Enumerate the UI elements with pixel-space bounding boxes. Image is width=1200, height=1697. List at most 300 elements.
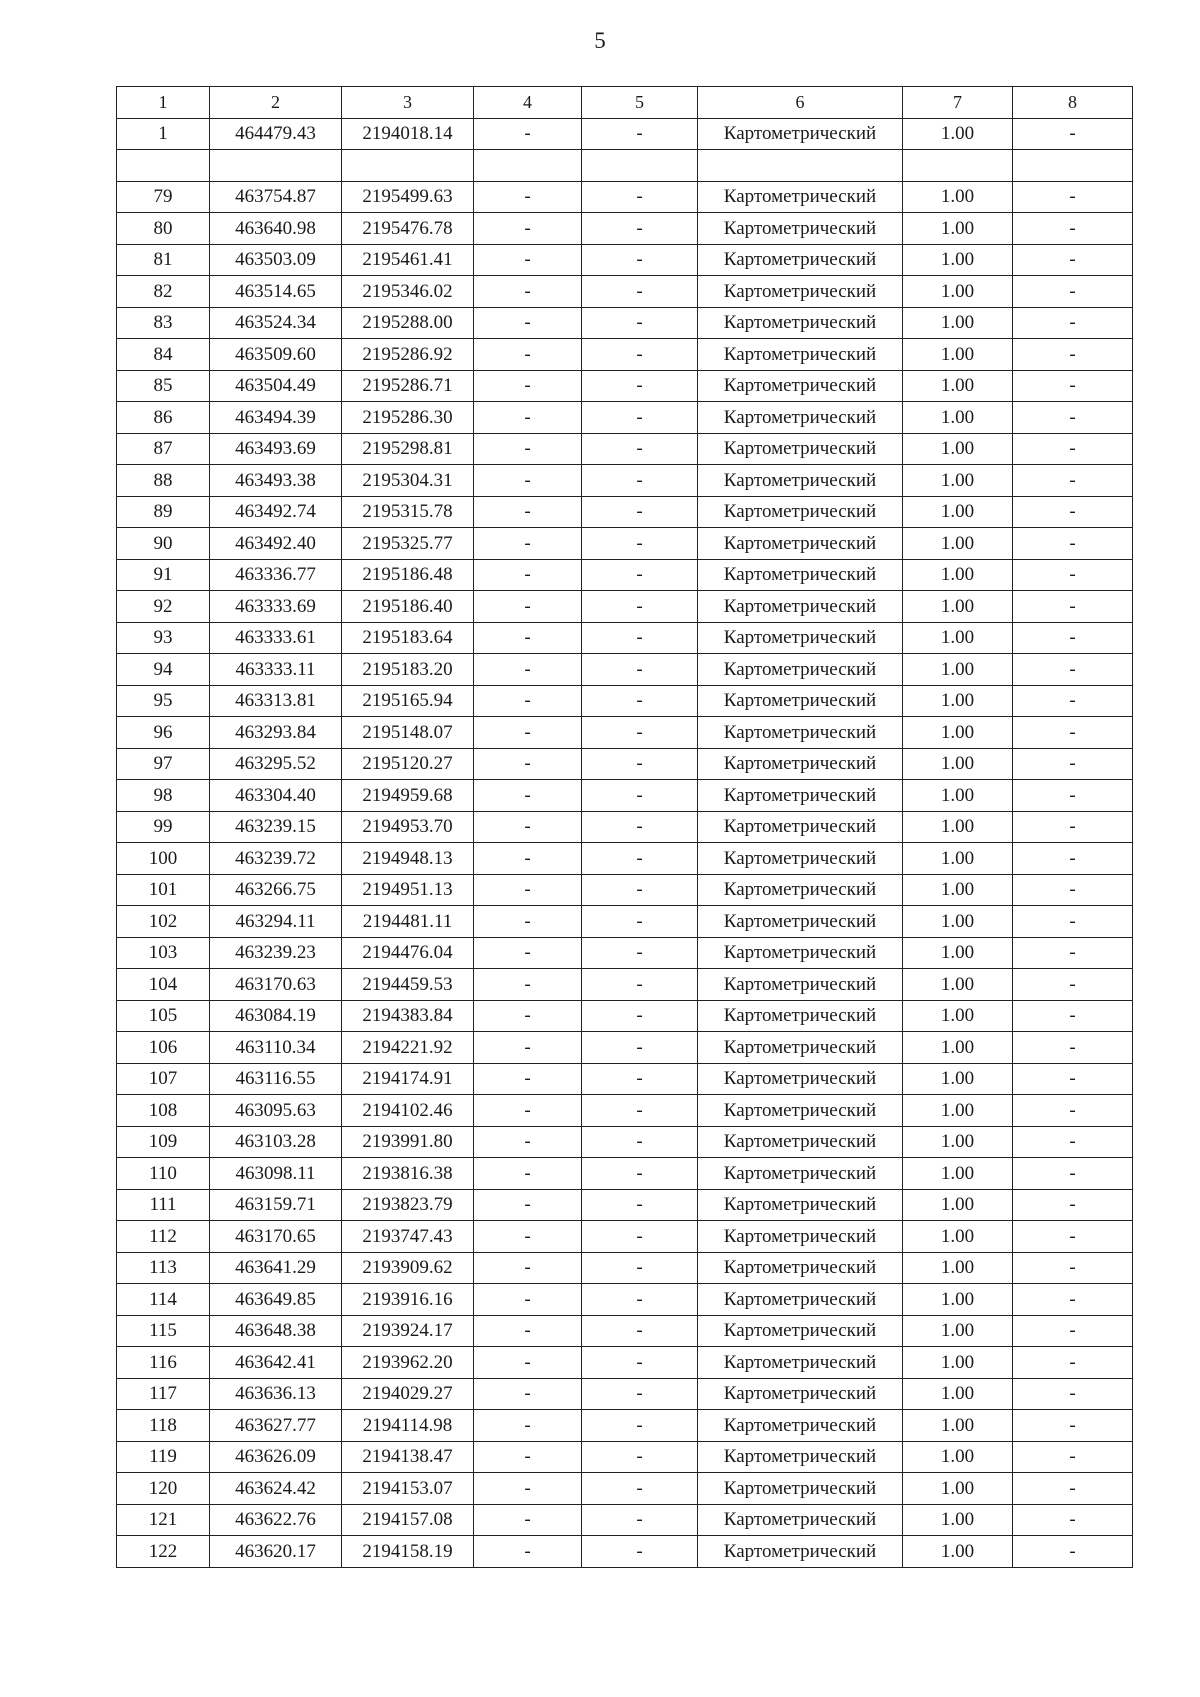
col-5-cell: - (582, 1032, 698, 1064)
coord-x-cell: 463641.29 (210, 1252, 342, 1284)
coord-y-cell: 2194459.53 (342, 969, 474, 1001)
accuracy-cell: 1.00 (903, 213, 1013, 245)
col-8-cell (1013, 150, 1133, 182)
table-row (117, 1536, 1133, 1568)
col-5-cell: - (582, 339, 698, 371)
point-number-cell: 87 (117, 433, 210, 465)
coord-y-cell: 2194153.07 (342, 1473, 474, 1505)
coord-y-cell: 2193909.62 (342, 1252, 474, 1284)
method-cell (698, 150, 903, 182)
point-number-cell: 111 (117, 1189, 210, 1221)
coord-x-cell: 463524.34 (210, 307, 342, 339)
col-8-cell: - (1013, 1252, 1133, 1284)
accuracy-cell: 1.00 (903, 244, 1013, 276)
table-row (117, 465, 1133, 497)
method-cell: Картометрический (698, 1032, 903, 1064)
method-cell: Картометрический (698, 591, 903, 623)
column-number-header: 4 (474, 87, 582, 119)
col-8-cell: - (1013, 906, 1133, 938)
coordinates-table (116, 86, 1133, 1568)
col-5-cell: - (582, 1347, 698, 1379)
coord-x-cell: 463333.69 (210, 591, 342, 623)
method-cell: Картометрический (698, 1441, 903, 1473)
accuracy-cell: 1.00 (903, 1095, 1013, 1127)
coord-x-cell: 463098.11 (210, 1158, 342, 1190)
col-4-cell: - (474, 528, 582, 560)
col-8-cell: - (1013, 307, 1133, 339)
col-4-cell: - (474, 559, 582, 591)
coord-y-cell: 2194221.92 (342, 1032, 474, 1064)
point-number-cell: 110 (117, 1158, 210, 1190)
coord-y-cell: 2194953.70 (342, 811, 474, 843)
method-cell: Картометрический (698, 1378, 903, 1410)
col-4-cell: - (474, 433, 582, 465)
method-cell: Картометрический (698, 937, 903, 969)
col-8-cell: - (1013, 654, 1133, 686)
col-5-cell: - (582, 496, 698, 528)
col-4-cell: - (474, 213, 582, 245)
table-row (117, 685, 1133, 717)
col-4-cell: - (474, 780, 582, 812)
column-number-header: 1 (117, 87, 210, 119)
coord-x-cell: 463304.40 (210, 780, 342, 812)
coord-y-cell: 2194114.98 (342, 1410, 474, 1442)
accuracy-cell: 1.00 (903, 780, 1013, 812)
point-number-cell: 109 (117, 1126, 210, 1158)
coord-x-cell: 463266.75 (210, 874, 342, 906)
table-row (117, 244, 1133, 276)
col-4-cell: - (474, 244, 582, 276)
col-4-cell: - (474, 685, 582, 717)
page-number: 5 (594, 28, 606, 53)
accuracy-cell: 1.00 (903, 559, 1013, 591)
coord-x-cell: 463095.63 (210, 1095, 342, 1127)
col-4-cell: - (474, 339, 582, 371)
coord-y-cell: 2193747.43 (342, 1221, 474, 1253)
point-number-cell: 106 (117, 1032, 210, 1064)
point-number-cell: 108 (117, 1095, 210, 1127)
coord-x-cell: 463103.28 (210, 1126, 342, 1158)
table-row (117, 1032, 1133, 1064)
coord-x-cell: 463640.98 (210, 213, 342, 245)
col-8-cell: - (1013, 559, 1133, 591)
accuracy-cell: 1.00 (903, 874, 1013, 906)
point-number-cell: 102 (117, 906, 210, 938)
col-4-cell: - (474, 1504, 582, 1536)
point-number-cell: 116 (117, 1347, 210, 1379)
table-row (117, 1473, 1133, 1505)
point-number-cell: 86 (117, 402, 210, 434)
coord-y-cell: 2193924.17 (342, 1315, 474, 1347)
table-row (117, 559, 1133, 591)
col-4-cell: - (474, 1347, 582, 1379)
col-8-cell: - (1013, 1504, 1133, 1536)
table-row (117, 118, 1133, 150)
col-5-cell: - (582, 1410, 698, 1442)
col-5-cell: - (582, 307, 698, 339)
accuracy-cell: 1.00 (903, 1000, 1013, 1032)
accuracy-cell: 1.00 (903, 1441, 1013, 1473)
col-4-cell: - (474, 622, 582, 654)
method-cell: Картометрический (698, 622, 903, 654)
coord-x-cell: 463492.40 (210, 528, 342, 560)
method-cell: Картометрический (698, 1473, 903, 1505)
col-5-cell: - (582, 1252, 698, 1284)
method-cell: Картометрический (698, 843, 903, 875)
accuracy-cell: 1.00 (903, 717, 1013, 749)
method-cell: Картометрический (698, 1536, 903, 1568)
accuracy-cell: 1.00 (903, 1347, 1013, 1379)
col-8-cell: - (1013, 213, 1133, 245)
method-cell: Картометрический (698, 685, 903, 717)
col-8-cell: - (1013, 843, 1133, 875)
col-5-cell: - (582, 118, 698, 150)
coord-y-cell: 2195346.02 (342, 276, 474, 308)
accuracy-cell: 1.00 (903, 276, 1013, 308)
point-number-cell: 122 (117, 1536, 210, 1568)
col-4-cell: - (474, 1189, 582, 1221)
col-5-cell: - (582, 402, 698, 434)
method-cell: Картометрический (698, 465, 903, 497)
coord-x-cell: 463494.39 (210, 402, 342, 434)
accuracy-cell (903, 150, 1013, 182)
coord-y-cell: 2195286.30 (342, 402, 474, 434)
method-cell: Картометрический (698, 1284, 903, 1316)
col-8-cell: - (1013, 874, 1133, 906)
method-cell: Картометрический (698, 874, 903, 906)
point-number-cell: 92 (117, 591, 210, 623)
coord-x-cell: 463627.77 (210, 1410, 342, 1442)
accuracy-cell: 1.00 (903, 906, 1013, 938)
col-8-cell: - (1013, 1284, 1133, 1316)
col-4-cell: - (474, 1032, 582, 1064)
coord-y-cell: 2193916.16 (342, 1284, 474, 1316)
point-number-cell: 103 (117, 937, 210, 969)
col-5-cell: - (582, 1126, 698, 1158)
accuracy-cell: 1.00 (903, 465, 1013, 497)
col-5-cell (582, 150, 698, 182)
coord-x-cell: 463636.13 (210, 1378, 342, 1410)
col-8-cell: - (1013, 969, 1133, 1001)
coord-x-cell: 463514.65 (210, 276, 342, 308)
accuracy-cell: 1.00 (903, 1221, 1013, 1253)
col-4-cell: - (474, 118, 582, 150)
col-5-cell: - (582, 1284, 698, 1316)
accuracy-cell: 1.00 (903, 433, 1013, 465)
col-5-cell: - (582, 1063, 698, 1095)
coord-x-cell: 463642.41 (210, 1347, 342, 1379)
col-8-cell: - (1013, 528, 1133, 560)
col-8-cell: - (1013, 118, 1133, 150)
method-cell: Картометрический (698, 1000, 903, 1032)
accuracy-cell: 1.00 (903, 528, 1013, 560)
coord-y-cell: 2195461.41 (342, 244, 474, 276)
col-8-cell: - (1013, 276, 1133, 308)
accuracy-cell: 1.00 (903, 654, 1013, 686)
column-number-header: 7 (903, 87, 1013, 119)
table-row (117, 717, 1133, 749)
method-cell: Картометрический (698, 213, 903, 245)
col-8-cell: - (1013, 1410, 1133, 1442)
col-5-cell: - (582, 1158, 698, 1190)
table-row (117, 276, 1133, 308)
coord-x-cell: 463622.76 (210, 1504, 342, 1536)
col-4-cell: - (474, 1410, 582, 1442)
point-number-cell: 121 (117, 1504, 210, 1536)
point-number-cell: 105 (117, 1000, 210, 1032)
coord-y-cell: 2195183.64 (342, 622, 474, 654)
col-5-cell: - (582, 906, 698, 938)
accuracy-cell: 1.00 (903, 748, 1013, 780)
table-row (117, 1378, 1133, 1410)
table-row (117, 150, 1133, 182)
table-row (117, 1221, 1133, 1253)
accuracy-cell: 1.00 (903, 1315, 1013, 1347)
table-row (117, 339, 1133, 371)
coord-y-cell: 2193962.20 (342, 1347, 474, 1379)
method-cell: Картометрический (698, 276, 903, 308)
table-row (117, 1126, 1133, 1158)
table-header-row (117, 87, 1133, 119)
coord-y-cell: 2195304.31 (342, 465, 474, 497)
point-number-cell: 120 (117, 1473, 210, 1505)
point-number-cell: 95 (117, 685, 210, 717)
col-5-cell: - (582, 1536, 698, 1568)
table-row (117, 969, 1133, 1001)
col-8-cell: - (1013, 1000, 1133, 1032)
col-8-cell: - (1013, 748, 1133, 780)
col-8-cell: - (1013, 811, 1133, 843)
point-number-cell: 104 (117, 969, 210, 1001)
table-row (117, 1158, 1133, 1190)
coord-y-cell: 2194948.13 (342, 843, 474, 875)
col-8-cell: - (1013, 1378, 1133, 1410)
col-4-cell: - (474, 843, 582, 875)
col-8-cell: - (1013, 402, 1133, 434)
point-number-cell: 90 (117, 528, 210, 560)
col-5-cell: - (582, 874, 698, 906)
point-number-cell: 79 (117, 181, 210, 213)
accuracy-cell: 1.00 (903, 843, 1013, 875)
coord-x-cell: 464479.43 (210, 118, 342, 150)
col-4-cell: - (474, 1284, 582, 1316)
coord-x-cell (210, 150, 342, 182)
method-cell: Картометрический (698, 1126, 903, 1158)
coord-x-cell: 463159.71 (210, 1189, 342, 1221)
coord-x-cell: 463116.55 (210, 1063, 342, 1095)
accuracy-cell: 1.00 (903, 181, 1013, 213)
coord-x-cell: 463110.34 (210, 1032, 342, 1064)
point-number-cell: 1 (117, 118, 210, 150)
col-5-cell: - (582, 244, 698, 276)
accuracy-cell: 1.00 (903, 402, 1013, 434)
coord-y-cell: 2194476.04 (342, 937, 474, 969)
coord-y-cell: 2194157.08 (342, 1504, 474, 1536)
col-8-cell: - (1013, 622, 1133, 654)
coord-y-cell: 2194158.19 (342, 1536, 474, 1568)
coord-x-cell: 463313.81 (210, 685, 342, 717)
coord-x-cell: 463295.52 (210, 748, 342, 780)
accuracy-cell: 1.00 (903, 811, 1013, 843)
col-5-cell: - (582, 528, 698, 560)
col-5-cell: - (582, 937, 698, 969)
coord-x-cell: 463084.19 (210, 1000, 342, 1032)
point-number-cell (117, 150, 210, 182)
col-5-cell: - (582, 969, 698, 1001)
point-number-cell: 83 (117, 307, 210, 339)
point-number-cell: 119 (117, 1441, 210, 1473)
coord-x-cell: 463626.09 (210, 1441, 342, 1473)
accuracy-cell: 1.00 (903, 1126, 1013, 1158)
coord-x-cell: 463336.77 (210, 559, 342, 591)
table-row (117, 1441, 1133, 1473)
accuracy-cell: 1.00 (903, 1032, 1013, 1064)
method-cell: Картометрический (698, 811, 903, 843)
point-number-cell: 88 (117, 465, 210, 497)
method-cell: Картометрический (698, 528, 903, 560)
point-number-cell: 113 (117, 1252, 210, 1284)
col-8-cell: - (1013, 1095, 1133, 1127)
point-number-cell: 114 (117, 1284, 210, 1316)
point-number-cell: 82 (117, 276, 210, 308)
column-number-header: 2 (210, 87, 342, 119)
method-cell: Картометрический (698, 370, 903, 402)
method-cell: Картометрический (698, 969, 903, 1001)
coord-x-cell: 463503.09 (210, 244, 342, 276)
table-row (117, 780, 1133, 812)
coord-y-cell: 2195286.71 (342, 370, 474, 402)
col-4-cell: - (474, 906, 582, 938)
table-row (117, 496, 1133, 528)
point-number-cell: 117 (117, 1378, 210, 1410)
col-4-cell: - (474, 1158, 582, 1190)
coord-x-cell: 463170.63 (210, 969, 342, 1001)
point-number-cell: 112 (117, 1221, 210, 1253)
accuracy-cell: 1.00 (903, 1473, 1013, 1505)
accuracy-cell: 1.00 (903, 1252, 1013, 1284)
col-5-cell: - (582, 181, 698, 213)
col-4-cell: - (474, 717, 582, 749)
accuracy-cell: 1.00 (903, 118, 1013, 150)
point-number-cell: 98 (117, 780, 210, 812)
coord-y-cell: 2195286.92 (342, 339, 474, 371)
col-5-cell: - (582, 1473, 698, 1505)
col-5-cell: - (582, 1095, 698, 1127)
col-5-cell: - (582, 622, 698, 654)
accuracy-cell: 1.00 (903, 1284, 1013, 1316)
col-4-cell: - (474, 307, 582, 339)
table-row (117, 1000, 1133, 1032)
accuracy-cell: 1.00 (903, 1378, 1013, 1410)
col-8-cell: - (1013, 181, 1133, 213)
accuracy-cell: 1.00 (903, 370, 1013, 402)
col-5-cell: - (582, 1378, 698, 1410)
coord-y-cell: 2194174.91 (342, 1063, 474, 1095)
col-4-cell: - (474, 811, 582, 843)
coord-x-cell: 463493.38 (210, 465, 342, 497)
col-5-cell: - (582, 370, 698, 402)
point-number-cell: 84 (117, 339, 210, 371)
coord-y-cell: 2195186.48 (342, 559, 474, 591)
accuracy-cell: 1.00 (903, 1536, 1013, 1568)
point-number-cell: 94 (117, 654, 210, 686)
method-cell: Картометрический (698, 654, 903, 686)
coord-y-cell: 2194018.14 (342, 118, 474, 150)
method-cell: Картометрический (698, 1252, 903, 1284)
col-5-cell: - (582, 811, 698, 843)
method-cell: Картометрический (698, 496, 903, 528)
col-5-cell: - (582, 1000, 698, 1032)
method-cell: Картометрический (698, 181, 903, 213)
method-cell: Картометрический (698, 244, 903, 276)
accuracy-cell: 1.00 (903, 339, 1013, 371)
accuracy-cell: 1.00 (903, 1504, 1013, 1536)
table-row (117, 213, 1133, 245)
coord-x-cell: 463649.85 (210, 1284, 342, 1316)
col-4-cell: - (474, 276, 582, 308)
table-row (117, 433, 1133, 465)
point-number-cell: 100 (117, 843, 210, 875)
col-4-cell: - (474, 1441, 582, 1473)
col-5-cell: - (582, 276, 698, 308)
col-8-cell: - (1013, 591, 1133, 623)
coord-x-cell: 463239.23 (210, 937, 342, 969)
coord-y-cell: 2195325.77 (342, 528, 474, 560)
col-8-cell: - (1013, 685, 1133, 717)
table-row (117, 1284, 1133, 1316)
point-number-cell: 85 (117, 370, 210, 402)
coord-y-cell: 2195165.94 (342, 685, 474, 717)
col-8-cell: - (1013, 1347, 1133, 1379)
coord-x-cell: 463293.84 (210, 717, 342, 749)
point-number-cell: 80 (117, 213, 210, 245)
coord-x-cell: 463493.69 (210, 433, 342, 465)
col-4-cell: - (474, 969, 582, 1001)
col-5-cell: - (582, 1504, 698, 1536)
coord-y-cell: 2195499.63 (342, 181, 474, 213)
coord-y-cell: 2195315.78 (342, 496, 474, 528)
method-cell: Картометрический (698, 307, 903, 339)
col-4-cell: - (474, 654, 582, 686)
col-8-cell: - (1013, 1441, 1133, 1473)
method-cell: Картометрический (698, 1221, 903, 1253)
col-4-cell: - (474, 1221, 582, 1253)
point-number-cell: 89 (117, 496, 210, 528)
coord-x-cell: 463620.17 (210, 1536, 342, 1568)
col-4-cell: - (474, 748, 582, 780)
method-cell: Картометрический (698, 1189, 903, 1221)
column-number-header: 8 (1013, 87, 1133, 119)
coord-y-cell (342, 150, 474, 182)
col-4-cell: - (474, 496, 582, 528)
coord-y-cell: 2195148.07 (342, 717, 474, 749)
point-number-cell: 96 (117, 717, 210, 749)
table-row (117, 1063, 1133, 1095)
col-5-cell: - (582, 654, 698, 686)
col-4-cell: - (474, 591, 582, 623)
column-number-header: 5 (582, 87, 698, 119)
accuracy-cell: 1.00 (903, 496, 1013, 528)
coord-x-cell: 463754.87 (210, 181, 342, 213)
table-row (117, 307, 1133, 339)
coord-y-cell: 2194959.68 (342, 780, 474, 812)
method-cell: Картометрический (698, 559, 903, 591)
coord-y-cell: 2193991.80 (342, 1126, 474, 1158)
col-8-cell: - (1013, 1189, 1133, 1221)
col-5-cell: - (582, 433, 698, 465)
method-cell: Картометрический (698, 1063, 903, 1095)
col-4-cell: - (474, 1315, 582, 1347)
